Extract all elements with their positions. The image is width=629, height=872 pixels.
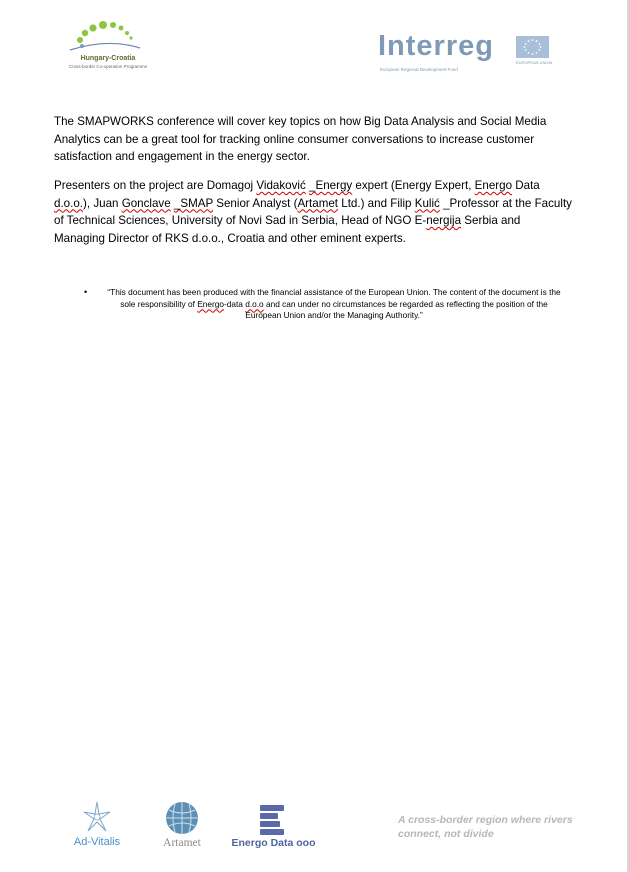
- energo-data-name: Energo Data ooo: [231, 837, 316, 849]
- text-run: -data: [223, 298, 246, 309]
- interreg-wordmark: Interreg: [378, 30, 494, 62]
- misspelled-word: Energo: [197, 298, 224, 309]
- misspelled-word: Artamet: [297, 196, 339, 210]
- misspelled-word: _SMAP: [173, 196, 214, 210]
- artamet-logo: [150, 800, 214, 852]
- text-run: and can under no circumstances be regarded as reflecting the position of the European Union and/or the Managing Authority.”: [245, 298, 548, 320]
- hungary-croatia-logo: [58, 18, 158, 74]
- programme-slogan: A cross-border region where rivers connect, not divide: [398, 814, 573, 840]
- text-run: Presenters on the project are Domagoj: [54, 179, 257, 192]
- disclaimer-text: [104, 287, 564, 322]
- misspelled-word: _Energy: [309, 179, 353, 192]
- bullet-point: •: [84, 287, 88, 297]
- interreg-subtitle: European Regional Development Fund: [380, 67, 458, 72]
- text-run: Senior Analyst (: [213, 196, 298, 210]
- ad-vitalis-star-icon: [82, 800, 112, 834]
- logo-subtitle: Cross-border Co-operation Programme: [68, 64, 148, 69]
- ad-vitalis-name: Ad-Vitalis: [73, 836, 121, 848]
- intro-paragraph: The SMAPWORKS conference will cover key topics on how Big Data Analysis and Social Media Analytics can be a great tool for tracking online consumer conversations to increase customer satisfaction and engagement in the energy sector.: [54, 115, 547, 163]
- misspelled-word: nergija: [426, 214, 462, 227]
- text-run: ), Juan: [83, 196, 122, 210]
- text-run: _Professor at the Faculty of Technical Sciences, University of Novi Sad in Serbia, Head of NGO E-: [54, 196, 572, 227]
- misspelled-word: d.o.o: [245, 298, 264, 309]
- eu-flag-label: EUROPEAN UNION: [516, 60, 553, 65]
- text-run: Data: [512, 179, 540, 192]
- misspelled-word: d.o.o.: [54, 196, 84, 210]
- ad-vitalis-logo: [62, 800, 132, 852]
- database-stack-icon: [258, 804, 286, 836]
- presenters-paragraph: [54, 177, 574, 247]
- text-run: Ltd.) and Filip: [338, 196, 415, 210]
- eu-flag-icon: [516, 36, 549, 58]
- energo-data-logo: [226, 804, 321, 852]
- dots-arc-icon: [58, 18, 158, 54]
- text-run: expert (Energy Expert,: [352, 179, 475, 192]
- globe-icon: [163, 800, 201, 836]
- logo-title: Hungary-Croatia: [80, 55, 136, 62]
- misspelled-word: Energo: [474, 179, 513, 192]
- misspelled-word: Gonclave: [121, 196, 171, 210]
- text-run: Serbia and Managing Director of RKS d.o.o., Croatia and other eminent experts.: [54, 214, 521, 245]
- interreg-logo: [378, 30, 553, 75]
- misspelled-word: Vidaković: [256, 179, 306, 192]
- text-run: “This document has been produced with the financial assistance of the European Union. The content of the document is the sole responsibility of: [107, 287, 561, 309]
- misspelled-word: Kulić: [414, 196, 440, 210]
- artamet-name: Artamet: [163, 837, 201, 849]
